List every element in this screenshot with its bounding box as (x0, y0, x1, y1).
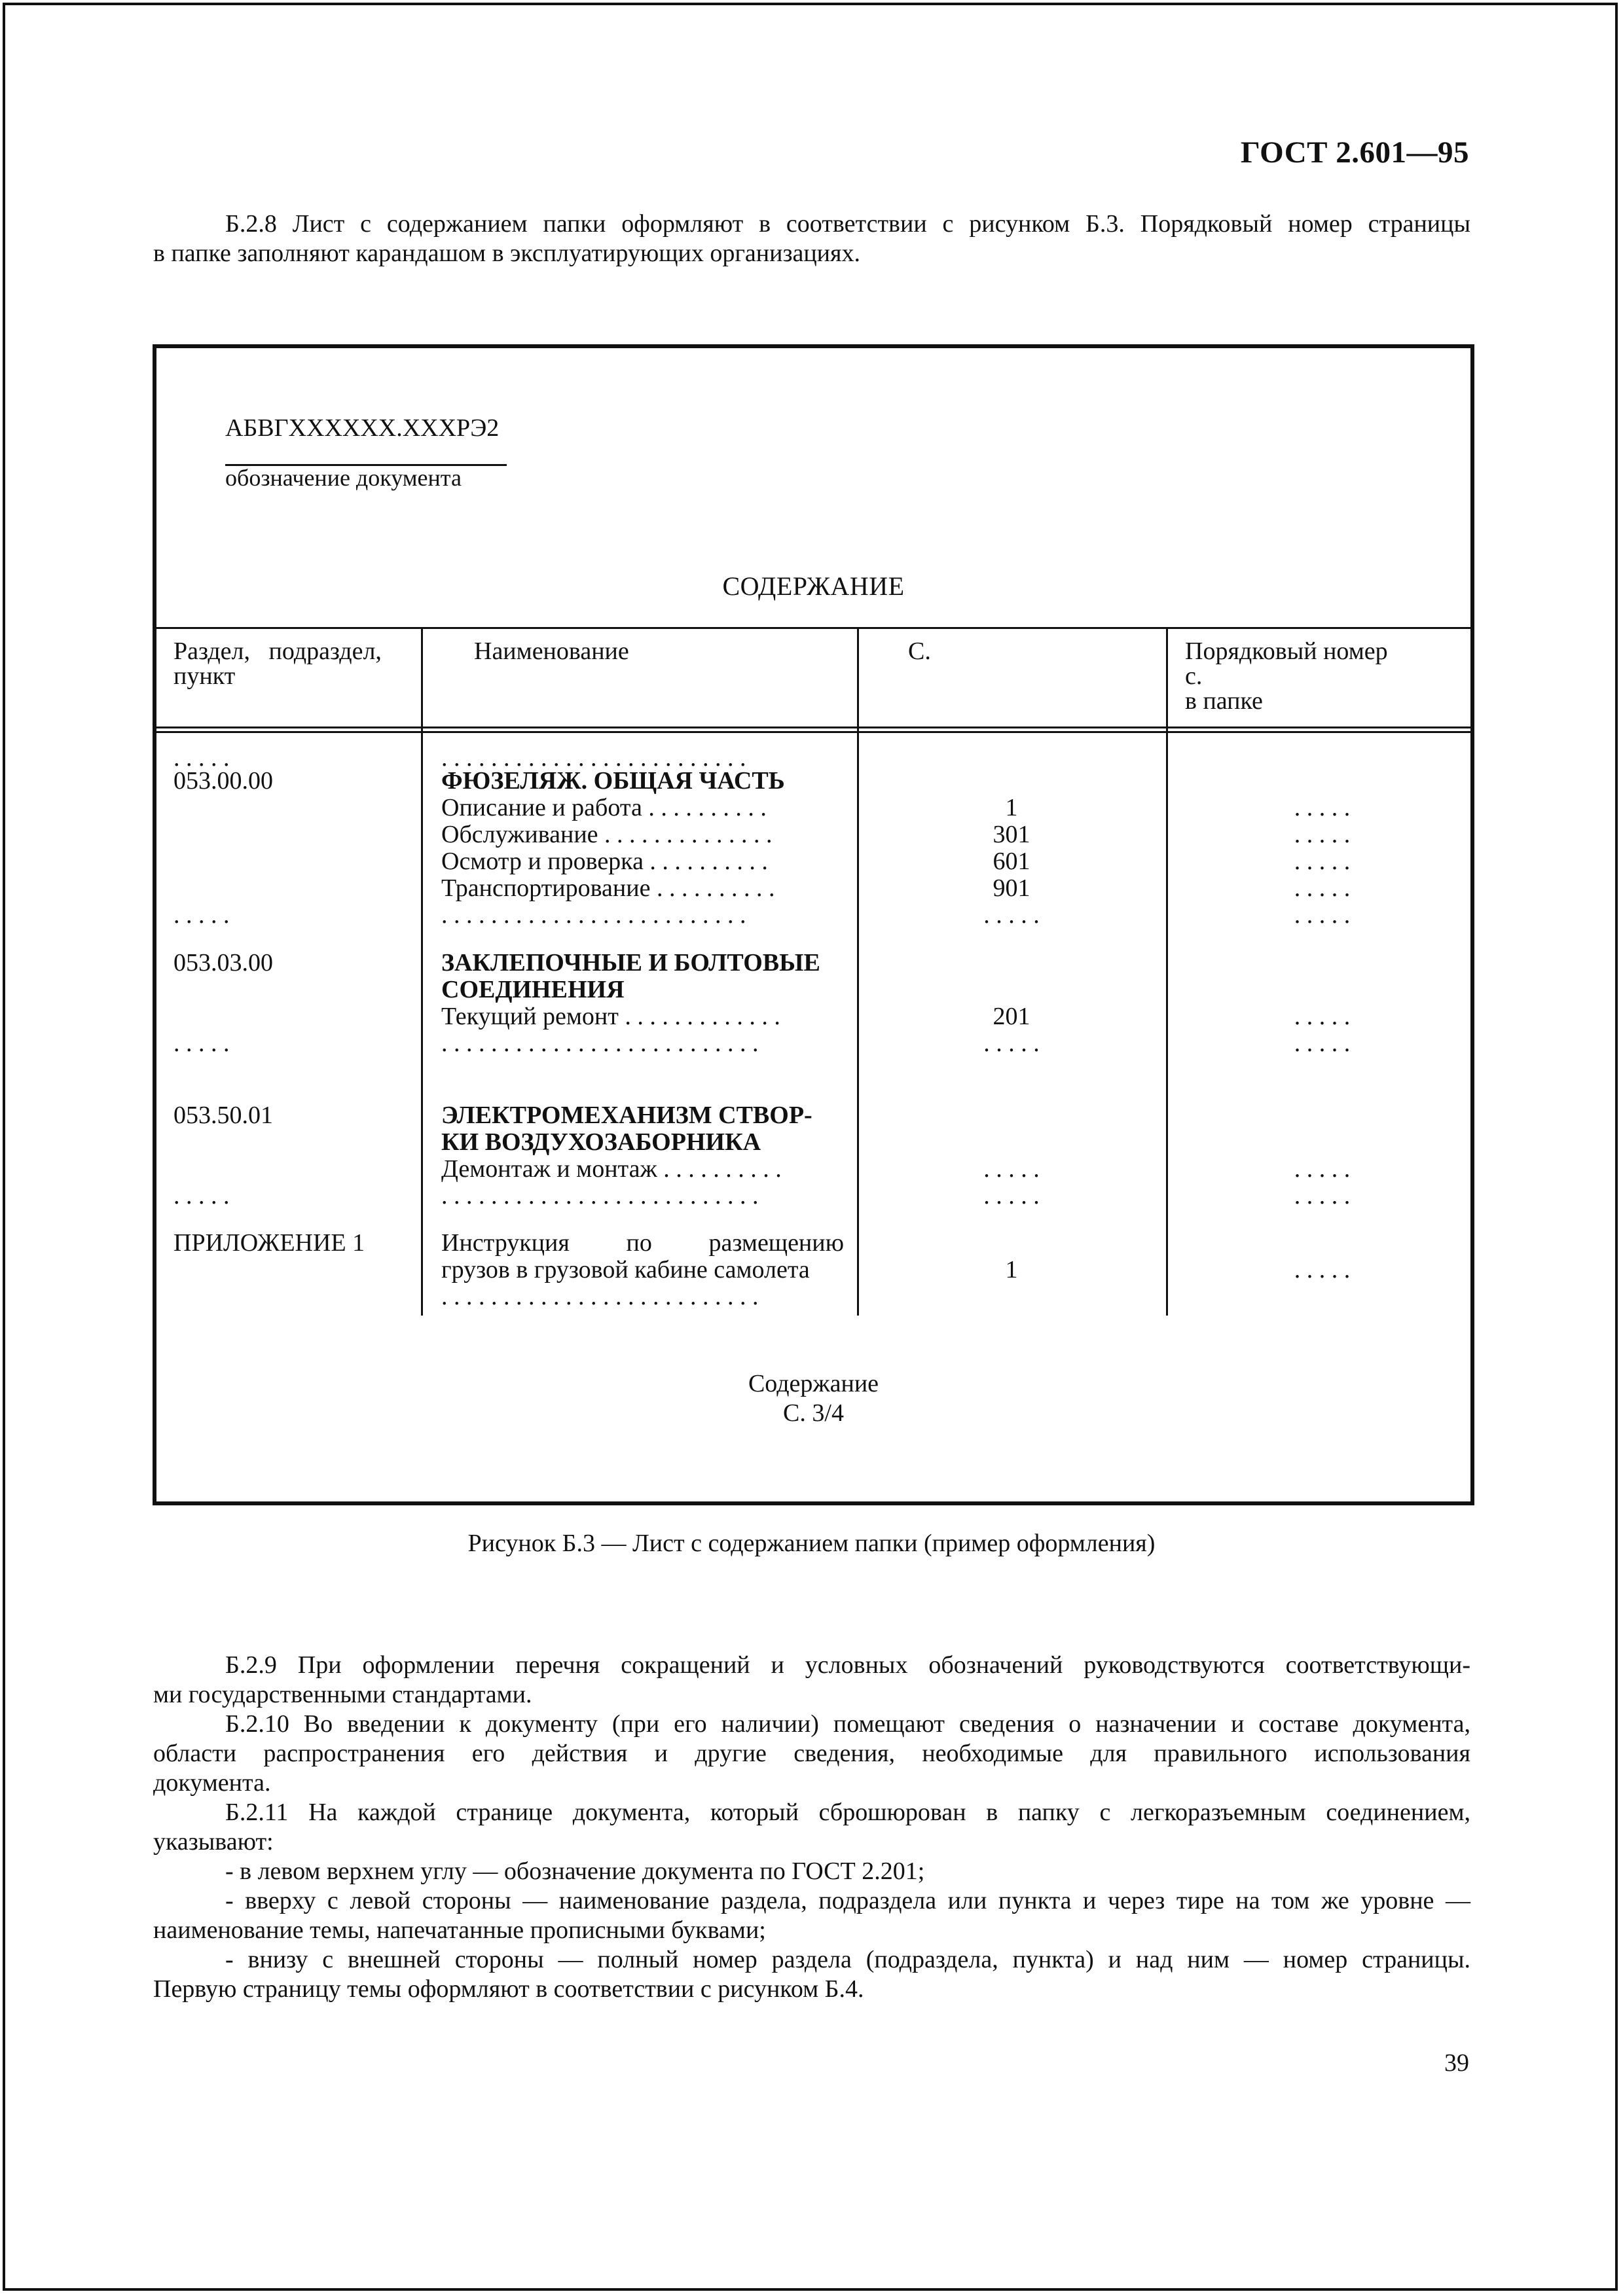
column-header-section: Раздел, подраздел, пункт (173, 637, 382, 690)
row-page: 901 (993, 874, 1030, 902)
row-name: грузов в грузовой кабине самолета (441, 1256, 810, 1283)
row-name: . . . . . . . . . . . . . . . . . . . . . . . . . . (441, 1182, 759, 1210)
body-line: - внизу с внешней стороны — полный номер раздела (подраздела, пункта) и над ним — номер страницы. (225, 1946, 1470, 1973)
body-line: - вверху с левой стороны — наименование раздела, подраздела или пункта и через тире на том же уровне — (225, 1887, 1470, 1914)
row-name: ФЮЗЕЛЯЖ. ОБЩАЯ ЧАСТЬ (441, 767, 785, 795)
row-page: . . . . . (983, 1155, 1040, 1183)
body-line: - в левом верхнем углу — обозначение документа по ГОСТ 2.201; (225, 1857, 925, 1885)
contents-figure (153, 344, 1474, 1505)
row-section: ПРИЛОЖЕНИЕ 1 (173, 1229, 365, 1257)
figure-caption: Рисунок Б.3 — Лист с содержанием папки (пример оформления) (467, 1530, 1156, 1557)
body-line: наименование темы, напечатанные прописными буквами; (153, 1916, 766, 1944)
row-name: . . . . . . . . . . . . . . . . . . . . . . . . . (441, 901, 746, 929)
row-order: . . . . . (1294, 874, 1351, 902)
document-code-caption: обозначение документа (225, 465, 462, 491)
row-section: 053.00.00 (173, 767, 273, 795)
body-line: Б.2.9 При оформлении перечня сокращений и условных обозначений руководствуются соответствующи- (225, 1651, 1470, 1679)
row-name: Транспортирование . . . . . . . . . . (441, 874, 775, 902)
body-line: документа. (153, 1769, 271, 1797)
row-order: . . . . . (1294, 821, 1351, 848)
row-section: 053.03.00 (173, 949, 273, 977)
row-order: . . . . . (1294, 1030, 1351, 1057)
table-header-rule-2 (156, 731, 1470, 733)
body-line: указывают: (153, 1828, 274, 1856)
body-line: Б.2.10 Во введении к документу (при его наличии) помещают сведения о назначении и составе документа, (225, 1710, 1470, 1738)
column-header-name: Наименование (474, 637, 629, 665)
row-page: 601 (993, 848, 1030, 875)
row-order: . . . . . (1294, 1003, 1351, 1030)
standard-code: ГОСТ 2.601—95 (1240, 135, 1469, 170)
row-order: . . . . . (1294, 848, 1351, 875)
row-page: . . . . . (983, 1182, 1040, 1210)
row-name: СОЕДИНЕНИЯ (441, 976, 625, 1003)
row-page: . . . . . (983, 901, 1040, 929)
body-line: области распространения его действия и другие сведения, необходимые для правильного использования (153, 1740, 1470, 1767)
contents-title: СОДЕРЖАНИЕ (722, 571, 905, 601)
contents-footer: Содержание С. 3/4 (748, 1370, 879, 1427)
intro-line-2: в папке заполняют карандашом в эксплуатирующих организациях. (153, 240, 860, 267)
row-name: Инструкция по размещению (441, 1229, 844, 1257)
row-name: Текущий ремонт . . . . . . . . . . . . . (441, 1003, 780, 1030)
row-page: 201 (993, 1003, 1030, 1030)
row-name: КИ ВОЗДУХОЗАБОРНИКА (441, 1128, 761, 1156)
row-name: . . . . . . . . . . . . . . . . . . . . . . . . . . (441, 1030, 759, 1057)
document-code: АБВГXXXXXX.XXXРЭ2 (225, 414, 500, 442)
row-section: . . . . . (173, 744, 230, 772)
row-name: ЗАКЛЕПОЧНЫЕ И БОЛТОВЫЕ (441, 949, 820, 977)
row-order: . . . . . (1294, 794, 1351, 821)
row-name: . . . . . . . . . . . . . . . . . . . . . . . . . (441, 744, 746, 772)
intro-paragraph (153, 209, 1470, 268)
row-section: 053.50.01 (173, 1102, 273, 1129)
table-header-rule-1 (156, 726, 1470, 728)
row-order: . . . . . (1294, 1155, 1351, 1183)
table-column-divider-2 (857, 627, 859, 1316)
column-header-order: Порядковый номер с. в папке (1185, 637, 1388, 715)
body-line: Б.2.11 На каждой странице документа, который сброшюрован в папку с легкоразъемным соединением, (225, 1799, 1470, 1826)
row-name: . . . . . . . . . . . . . . . . . . . . . . . . . . (441, 1283, 759, 1310)
page-number: 39 (1444, 2049, 1469, 2077)
row-page: . . . . . (983, 1030, 1040, 1057)
row-name: Обслуживание . . . . . . . . . . . . . . (441, 821, 773, 848)
row-section: . . . . . (173, 1182, 230, 1210)
row-section: . . . . . (173, 901, 230, 929)
row-order: . . . . . (1294, 1182, 1351, 1210)
body-line: Первую страницу темы оформляют в соответствии с рисунком Б.4. (153, 1975, 864, 2003)
row-page: 301 (993, 821, 1030, 848)
row-section: . . . . . (173, 1030, 230, 1057)
row-name: Описание и работа . . . . . . . . . . (441, 794, 767, 821)
intro-line-1: Б.2.8 Лист с содержанием папки оформляют в соответствии с рисунком Б.3. Порядковый номер страницы (225, 210, 1470, 238)
body-line: ми государственными стандартами. (153, 1681, 532, 1708)
row-name: Осмотр и проверка . . . . . . . . . . (441, 848, 768, 875)
row-name: Демонтаж и монтаж . . . . . . . . . . (441, 1155, 782, 1183)
row-order: . . . . . (1294, 1256, 1351, 1283)
row-order: . . . . . (1294, 901, 1351, 929)
row-page: 1 (1005, 1256, 1018, 1283)
row-page: 1 (1005, 794, 1018, 821)
row-name: ЭЛЕКТРОМЕХАНИЗМ СТВОР- (441, 1102, 812, 1129)
body-text (153, 1651, 1470, 2004)
table-top-rule (156, 627, 1470, 629)
column-header-page: С. (908, 637, 931, 665)
table-column-divider-1 (421, 627, 423, 1316)
table-column-divider-3 (1166, 627, 1168, 1316)
